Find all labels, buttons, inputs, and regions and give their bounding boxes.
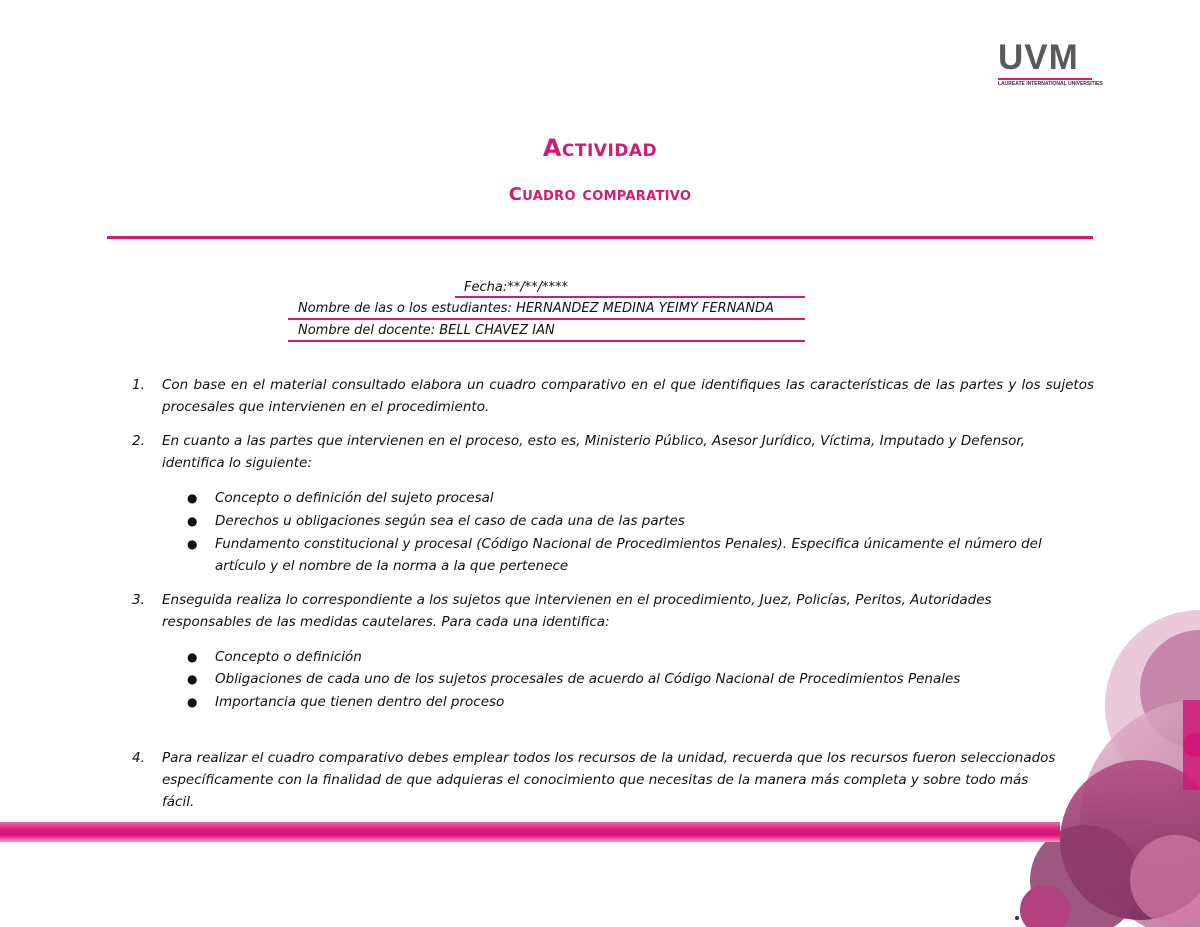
- estudiantes-underline: [288, 318, 805, 320]
- title-divider: [107, 236, 1093, 239]
- logo-text: UVM: [998, 38, 1079, 77]
- instruction-item: En cuanto a las partes que intervienen en el proceso, esto es, Ministerio Público, Asesor Jurídico, Víctima, Imputado y Defensor, identifica lo siguiente:: [162, 433, 1026, 471]
- docente-field: Nombre del docente: BELL CHAVEZ IAN: [298, 323, 555, 338]
- document-title: Actividad: [542, 134, 658, 162]
- bullet-icon: ●: [187, 537, 198, 551]
- bullet-item: Obligaciones de cada uno de los sujetos procesales de acuerdo al Código Nacional de Procedimientos Penales: [215, 671, 961, 687]
- instruction-item: Enseguida realiza lo correspondiente a los sujetos que intervienen en el procedimiento, Juez, Policías, Peritos, Autoridades responsables de las medidas cautelares. Para cada una identifica:: [162, 592, 992, 630]
- logo-subtext: LAUREATE INTERNATIONAL UNIVERSITIES: [998, 78, 1092, 87]
- bullet-icon: ●: [187, 514, 198, 528]
- fecha-underline: [455, 296, 805, 298]
- document-subtitle: Cuadro comparativo: [508, 184, 692, 205]
- bottom-pink-band: [0, 822, 1060, 842]
- list-number: 1.: [132, 377, 145, 393]
- list-number: 4.: [132, 750, 145, 766]
- list-number: 2.: [132, 433, 145, 449]
- list-number: 3.: [132, 592, 145, 608]
- bullet-item: Concepto o definición del sujeto procesal: [215, 490, 494, 506]
- bullet-icon: ●: [187, 695, 198, 709]
- bullet-item: Fundamento constitucional y procesal (Código Nacional de Procedimientos Penales). Especifica únicamente el número del artículo y el nombre de la norma a la que pertenece: [215, 536, 1042, 574]
- uvm-logo: [998, 38, 1103, 87]
- fecha-field: Fecha:**/**/****: [464, 280, 568, 295]
- bullet-icon: ●: [187, 650, 198, 664]
- bullet-icon: ●: [187, 672, 198, 686]
- docente-underline: [288, 340, 805, 342]
- bullet-item: Importancia que tienen dentro del proceso: [215, 694, 505, 710]
- bullet-item: Derechos u obligaciones según sea el caso de cada una de las partes: [215, 513, 685, 529]
- estudiantes-field: Nombre de las o los estudiantes: HERNANDEZ MEDINA YEIMY FERNANDA: [298, 301, 774, 316]
- bullet-item: Concepto o definición: [215, 649, 362, 665]
- instruction-item: Con base en el material consultado elabora un cuadro comparativo en el que identifiques las características de las partes y los sujetos procesales que intervienen en el procedimiento.: [162, 377, 1094, 415]
- bullet-icon: ●: [187, 491, 198, 505]
- instruction-item: Para realizar el cuadro comparativo debes emplear todos los recursos de la unidad, recuerda que los recursos fueron seleccionados específicamente con la finalidad de que adquieras el conocimiento que necesitas de la manera más completa y sobre todo más fácil.: [162, 750, 1056, 810]
